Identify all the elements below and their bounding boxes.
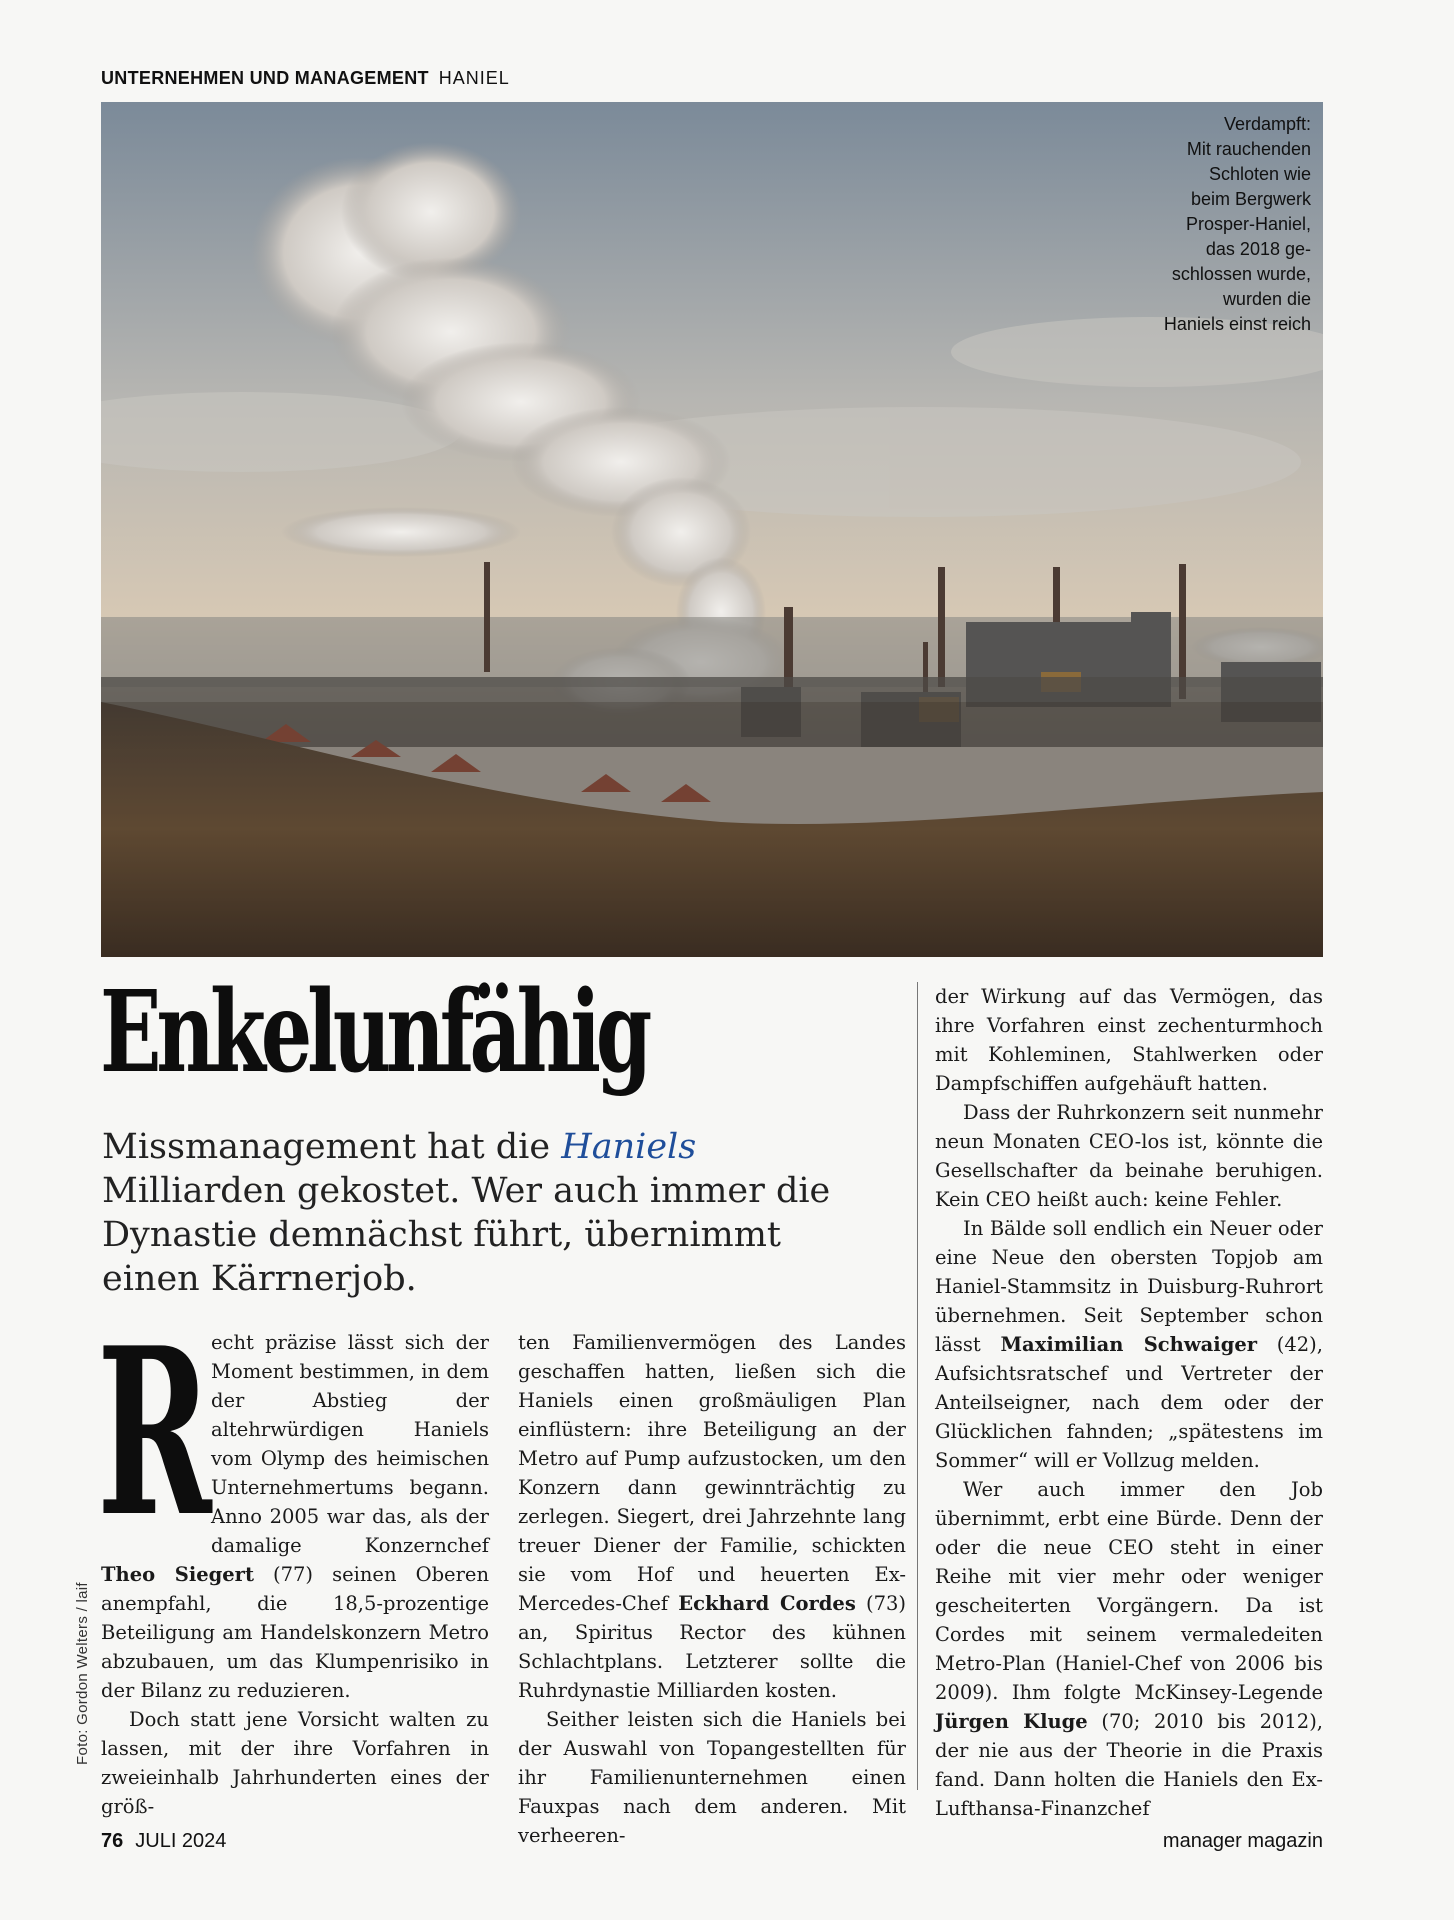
paragraph: Seither leisten sich die Haniels bei der Auswahl von Topangestellten für ihr Familienunternehmen einen Fauxpas nach dem anderen. Mit verheeren-	[518, 1708, 906, 1847]
person-name: Theo Siegert	[101, 1563, 254, 1586]
dek-text-end: Milliarden gekostet. Wer auch immer die Dynastie demnächst führt, übernimmt einen Kärrnerjob.	[102, 1171, 831, 1299]
person-name: Maximilian Schwaiger	[1000, 1333, 1258, 1356]
paragraph: ten Familienvermögen des Landes geschaffen hatten, ließen sich die Haniels einen großmäuligen Plan einflüstern: ihre Beteiligung an der Metro auf Pump aufzustocken, um den Konzern dann gewinnträchtig zu zerlegen. Siegert, drei Jahrzehnte lang treuer Diener der Familie, schickten sie vom Hof und heuerten Ex-Mercedes-Chef Eckhard Cordes (73) an, Spiritus Rector des kühnen Schlachtplans. Letzterer sollte die Ruhrdynastie Milliarden kosten.	[518, 1331, 907, 1702]
issue-date: JULI 2024	[135, 1830, 227, 1852]
dek-accent: Haniels	[561, 1127, 697, 1167]
dek-text-start: Missmanagement hat die	[102, 1127, 562, 1167]
paragraph: Wer auch immer den Job übernimmt, erbt eine Bürde. Denn der oder die neue CEO steht in einer Reihe mit vier mehr oder weniger gescheiterten Vorgängern. Da ist Cordes mit seinem vermaledeiten Metro-Plan (Haniel-Chef von 2006 bis 2009). Ihm folgte McKinsey-Legende Jürgen Kluge (70; 2010 bis 2012), der nie aus der Theorie in die Praxis fand. Dann holten die Haniels den Ex-Lufthansa-Finanzchef	[935, 1478, 1323, 1820]
body-column-3	[935, 982, 1323, 1823]
section-label: UNTERNEHMEN UND MANAGEMENT	[101, 68, 429, 88]
person-name: Eckhard Cordes	[678, 1592, 856, 1615]
body-column-1	[97, 1298, 490, 1821]
photo-credit: Foto: Gordon Welters / laif	[74, 1582, 91, 1765]
paragraph: der Wirkung auf das Vermögen, das ihre Vorfahren einst zechenturmhoch mit Kohleminen, Stahlwerken oder Dampfschiffen aufgehäuft hatten.	[935, 985, 1323, 1095]
drop-cap: R	[97, 1298, 212, 1568]
page-number: 76	[101, 1830, 124, 1852]
magazine-name: manager magazin	[1162, 1830, 1323, 1852]
paragraph: Dass der Ruhrkonzern seit nunmehr neun Monaten CEO-los ist, könnte die Gesellschafter da beinahe beruhigen. Kein CEO heißt auch: keine Fehler.	[935, 1101, 1323, 1211]
photo-caption: Verdampft: Mit rauchenden Schloten wie beim Bergwerk Prosper-Haniel, das 2018 ge- schlossen wurde, wurden die Haniels einst reich	[1163, 114, 1311, 334]
paragraph: Doch statt jene Vorsicht walten zu lassen, mit der ihre Vorfahren in zweieinhalb Jahrhunderten eines der größ-	[101, 1708, 489, 1818]
hero-photo	[101, 102, 1323, 957]
paragraph: In Bälde soll endlich ein Neuer oder eine Neue den obersten Topjob am Haniel-Stammsitz in Duisburg-Ruhrort übernehmen. Seit September schon lässt Maximilian Schwaiger (42), Aufsichtsratschef und Vertreter der Anteilseigner, nach dem oder der Glücklichen fahnden; „spätestens im Sommer“ will er Vollzug melden.	[935, 1217, 1323, 1472]
page-footer	[101, 1830, 226, 1853]
paragraph: echt präzise lässt sich der Moment bestimmen, in dem der Abstieg der altehrwürdigen Haniels vom Olymp des heimischen Unternehmertums begann. Anno 2005 war das, als der damalige Konzernchef Theo Siegert (77) seinen Oberen anempfahl, die 18,5-prozentige Beteiligung am Handelskonzern Metro abzubauen, um das Klumpenrisiko in der Bilanz zu reduzieren.	[101, 1331, 490, 1702]
person-name: Jürgen Kluge	[935, 1710, 1088, 1733]
article-headline: Enkelunfähig	[100, 967, 648, 1098]
running-header	[101, 68, 510, 89]
column-divider	[917, 982, 918, 1790]
article-dek	[102, 1125, 862, 1301]
subsection-label: HANIEL	[438, 68, 510, 88]
body-column-2	[518, 1328, 906, 1850]
